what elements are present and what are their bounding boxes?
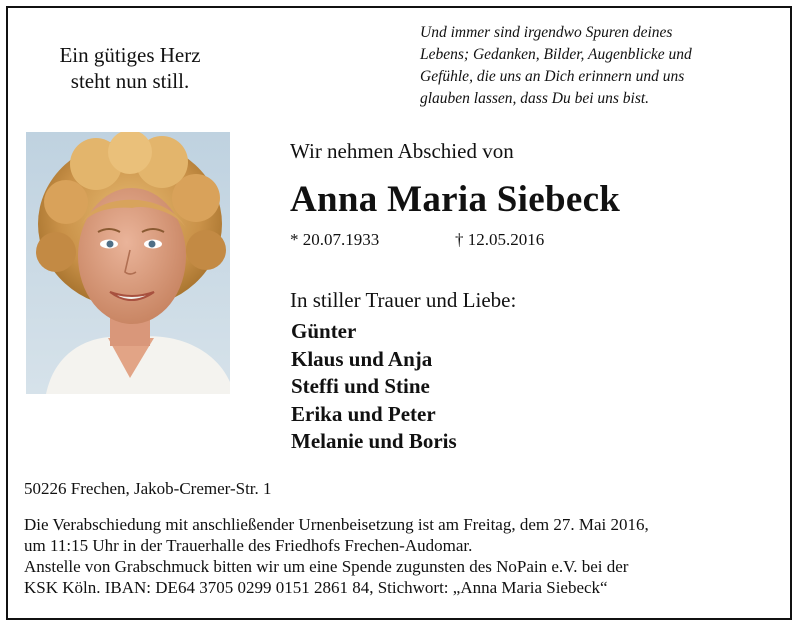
notice-line: Die Verabschiedung mit anschließender Urnenbeisetzung ist am Freitag, dem 27. Mai 2016, bbox=[24, 515, 649, 534]
poem-line: Lebens; Gedanken, Bilder, Augenblicke und bbox=[420, 46, 692, 63]
funeral-notice bbox=[24, 514, 784, 598]
motto-line: Ein gütiges Herz bbox=[59, 43, 201, 67]
motto-line: steht nun still. bbox=[70, 69, 190, 93]
mourner-name: Günter bbox=[291, 319, 357, 343]
portrait-photo bbox=[26, 132, 230, 394]
portrait-illustration bbox=[26, 132, 230, 394]
notice-line: Anstelle von Grabschmuck bitten wir um eine Spende zugunsten des NoPain e.V. bei der bbox=[24, 557, 629, 576]
farewell-intro: Wir nehmen Abschied von bbox=[290, 139, 514, 163]
mourner-name: Steffi und Stine bbox=[291, 374, 430, 398]
poem-line: Und immer sind irgendwo Spuren deines bbox=[420, 24, 673, 41]
motto bbox=[40, 42, 220, 94]
mourner-name: Melanie und Boris bbox=[291, 429, 457, 453]
family-address: 50226 Frechen, Jakob-Cremer-Str. 1 bbox=[24, 479, 272, 498]
birth-date: * 20.07.1933 bbox=[290, 230, 380, 249]
poem bbox=[420, 22, 780, 110]
notice-line: KSK Köln. IBAN: DE64 3705 0299 0151 2861 84, Stichwort: „Anna Maria Siebeck“ bbox=[24, 578, 608, 597]
death-date: † 12.05.2016 bbox=[455, 230, 545, 249]
deceased-name: Anna Maria Siebeck bbox=[290, 179, 621, 220]
poem-line: glauben lassen, dass Du bei uns bist. bbox=[420, 90, 650, 107]
poem-line: Gefühle, die uns an Dich erinnern und uns bbox=[420, 68, 685, 85]
mourning-line: In stiller Trauer und Liebe: bbox=[290, 288, 517, 312]
mourner-name: Erika und Peter bbox=[291, 401, 436, 426]
mourners-list bbox=[291, 318, 457, 456]
mourner-name: Klaus und Anja bbox=[291, 346, 433, 371]
notice-line: um 11:15 Uhr in der Trauerhalle des Friedhofs Frechen-Audomar. bbox=[24, 536, 473, 555]
